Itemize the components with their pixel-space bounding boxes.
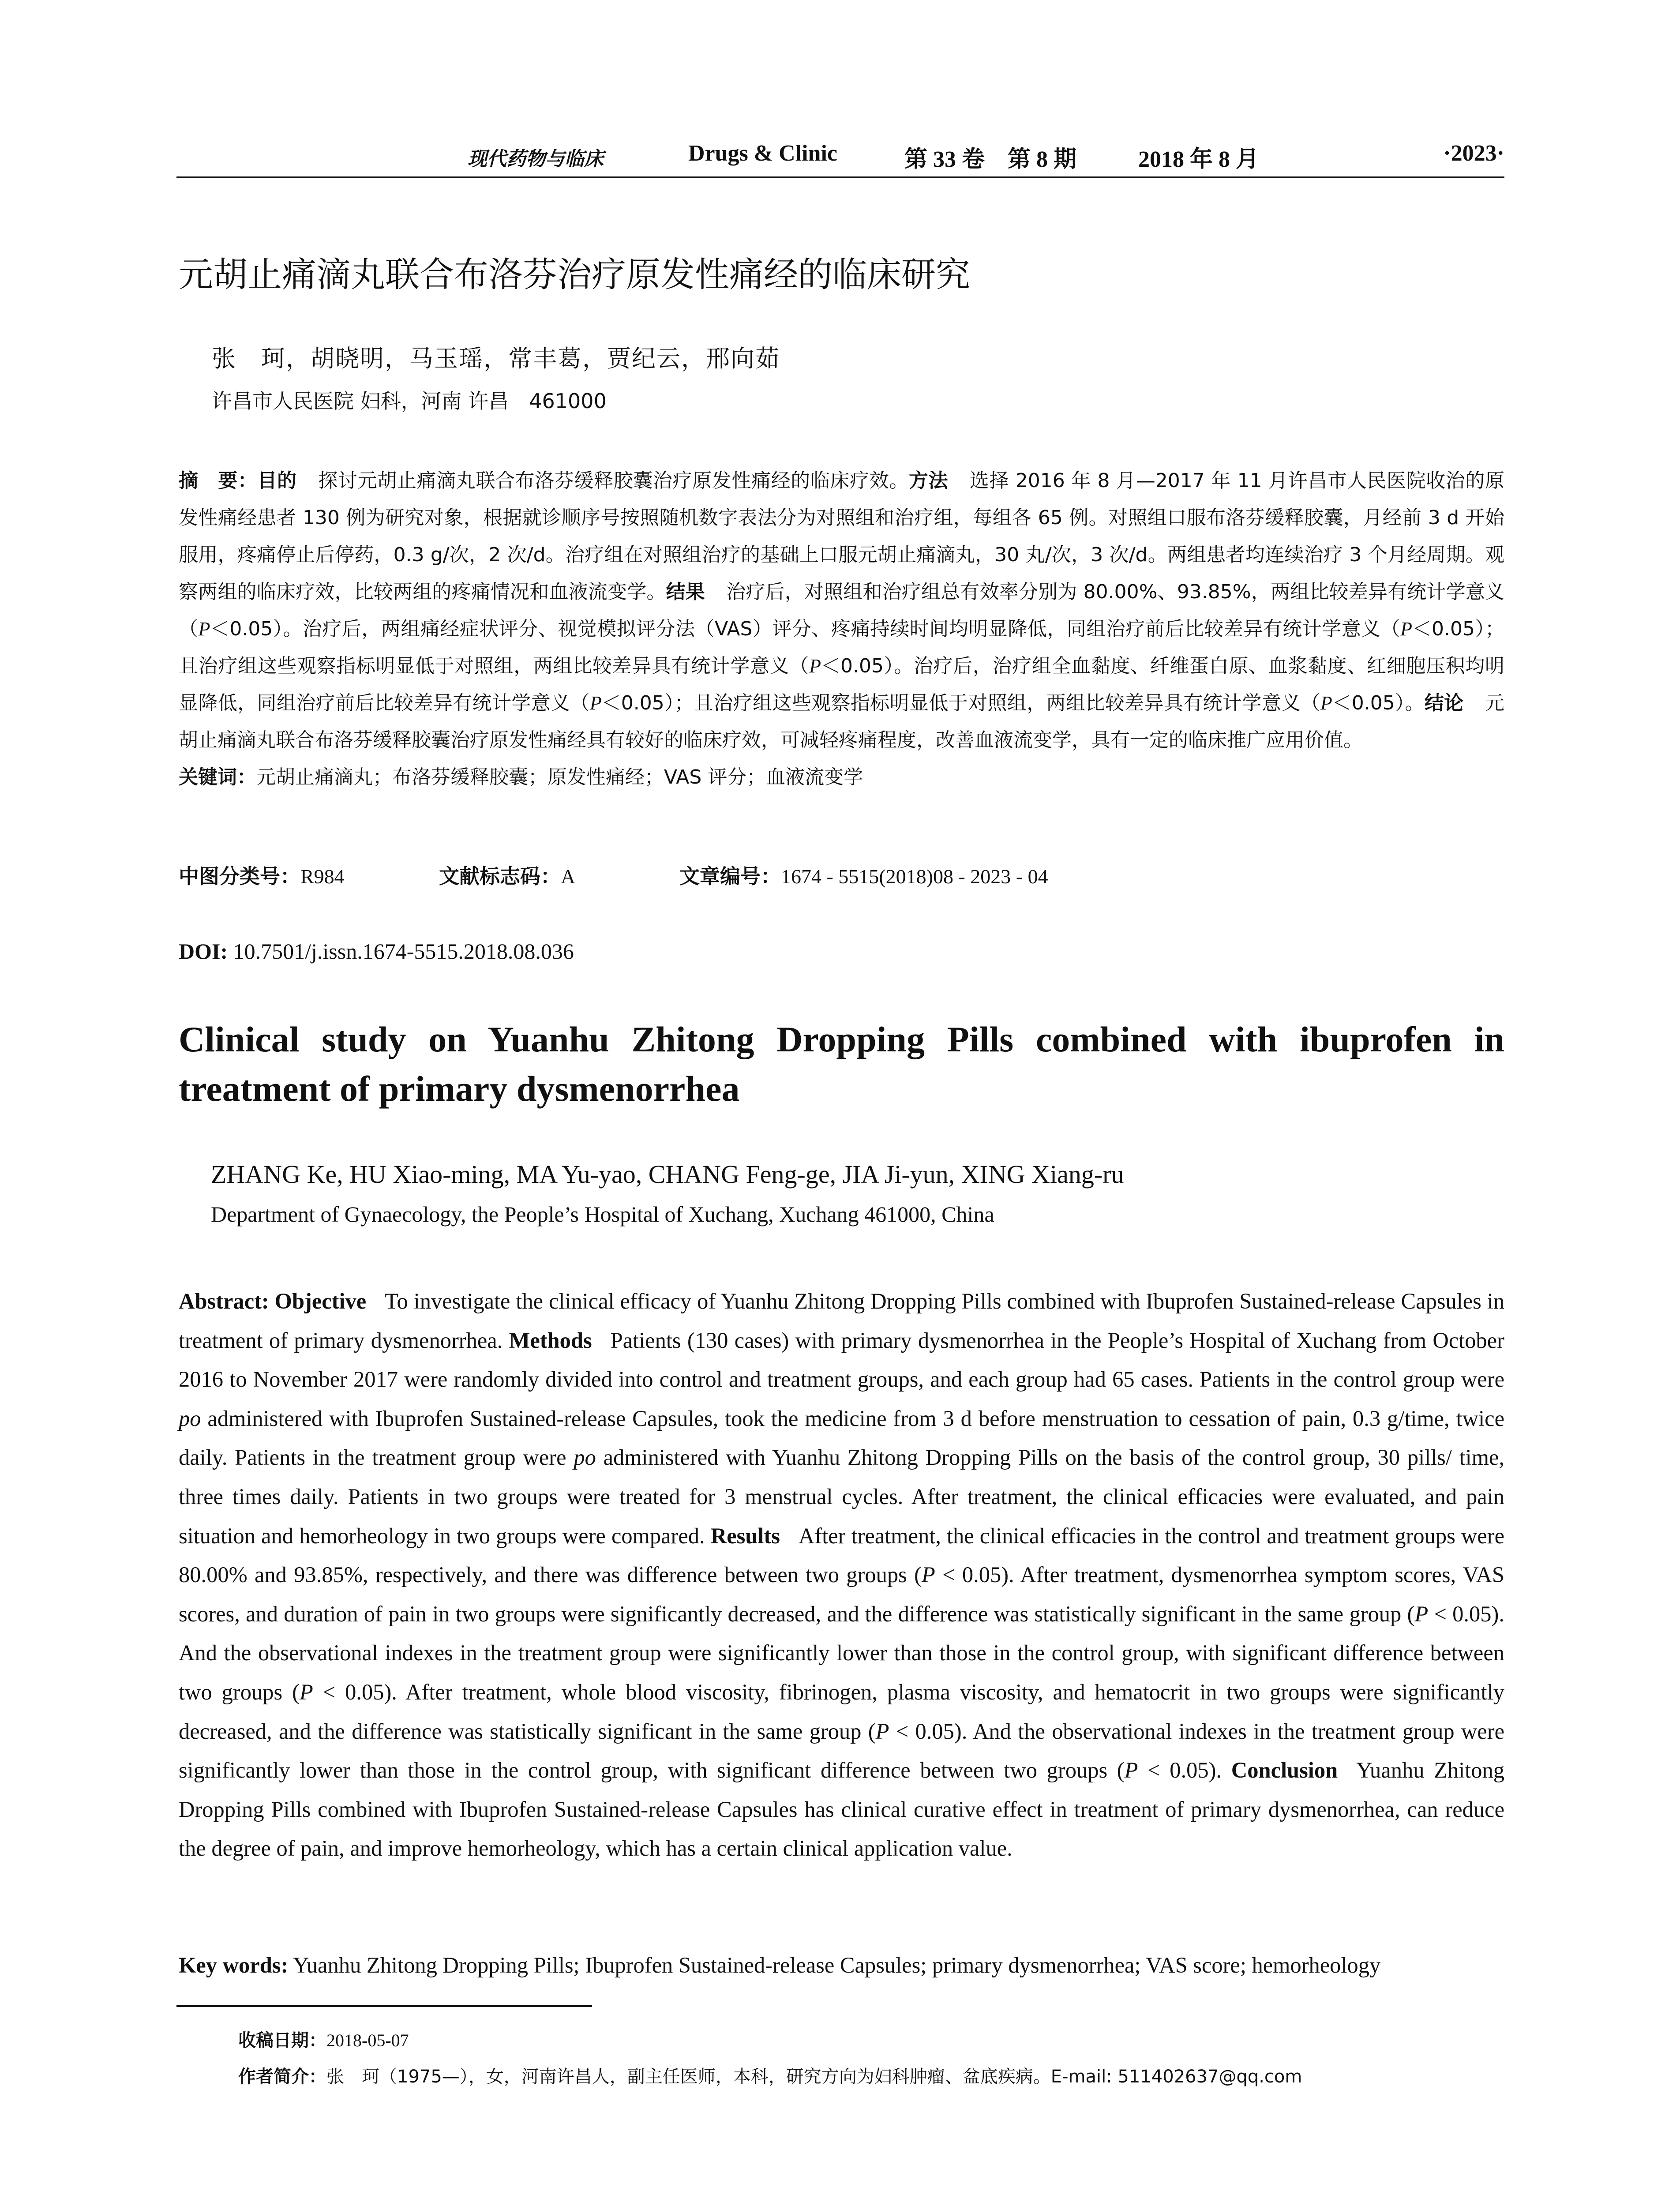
cn-results-3: ＜0.05）；且治疗组这些观察指标明显低于对照组，两组比较差异具有统计学意义（ (179, 618, 1505, 677)
en-conclusion-label: Conclusion (1231, 1758, 1338, 1783)
cn-methods: 选择 2016 年 8 月—2017 年 11 月许昌市人民医院收治的原发性痛经患者 130 例为研究对象，根据就诊顺序号按照随机数字表法分为对照组和治疗组，每组各 65 例。对照组口服布洛芬缓释胶囊，月经前 3 d 开始服用，疼痛停止后停药，0.3 g/次，2 次/d。治疗组在对照组治疗的基础上口服元胡止痛滴丸，30 丸/次，3 次/d。两组患者均连续治疗 3 个月经周期。观察两组的临床疗效，比较两组的疼痛情况和血液流变学。 (179, 469, 1505, 603)
cn-keywords: 元胡止痛滴丸；布洛芬缓释胶囊；原发性痛经；VAS 评分；血液流变学 (256, 766, 863, 788)
cn-p-italic: P (589, 692, 602, 714)
en-keywords: Yuanhu Zhitong Dropping Pills; Ibuprofen Sustained-release Capsules; primary dysmenorrhea; VAS score; hemorheology (293, 1953, 1381, 1977)
author-bio-label: 作者简介： (238, 2067, 326, 2087)
received-label: 收稿日期： (238, 2030, 326, 2051)
en-p-italic: P (299, 1679, 313, 1704)
en-keywords-label: Key words: (179, 1953, 289, 1977)
cn-objective-label: 目的 (257, 469, 297, 492)
cn-results-label: 结果 (666, 581, 705, 603)
running-header (176, 140, 1504, 181)
clc-label: 中图分类号： (179, 864, 300, 888)
en-keywords-line (179, 1952, 1504, 1978)
en-title: Clinical study on Yuanhu Zhitong Dropping Pills combined with ibuprofen in treatment of primary dysmenorrhea (179, 1019, 1504, 1109)
en-authors: ZHANG Ke, HU Xiao-ming, MA Yu-yao, CHANG Feng-ge, JIA Ji-yun, XING Xiang-ru (211, 1160, 1124, 1189)
en-methods-3: administered with Yuanhu Zhitong Dropping Pills on the basis of the control group, 30 pills/ time, three times daily. Patients in two groups were treated for 3 menstrual cycles. After treatment, the clinical efficacies were evaluated, and pain situation and hemorheology in two groups were compared. (179, 1445, 1505, 1548)
en-results-5: < 0.05). And the observational indexes in the treatment group were significantly lower than those in the control group, with significant difference between two groups ( (179, 1718, 1504, 1783)
author-bio: 张 珂（1975—），女，河南许昌人，副主任医师，本科，研究方向为妇科肿瘤、盆底疾病。E-mail: 511402637@qq.com (326, 2067, 1302, 2087)
en-conclusion: Yuanhu Zhitong Dropping Pills combined with Ibuprofen Sustained-release Capsules has clinical curative effect in treatment of primary dysmenorrhea, can reduce the degree of pain, and improve hemorheology, which has a certain clinical application value. (179, 1758, 1505, 1861)
page-number: ·2023· (1443, 141, 1504, 166)
en-p-italic: P (875, 1718, 889, 1744)
cn-results-6: ＜0.05）。 (1332, 692, 1425, 714)
header-rule (176, 176, 1504, 178)
cn-title: 元胡止痛滴丸联合布洛芬治疗原发性痛经的临床研究 (179, 255, 971, 295)
en-affiliation: Department of Gynaecology, the People’s Hospital of Xuchang, Xuchang 461000, China (211, 1202, 994, 1227)
en-p-italic: P (1414, 1601, 1429, 1626)
en-po-italic: po (179, 1406, 201, 1431)
en-results-4: < 0.05). After treatment, whole blood viscosity, fibrinogen, plasma viscosity, and hematocrit in two groups were significantly decreased, and the difference was statistically significant in the same group ( (179, 1679, 1504, 1744)
footnote-received (238, 2026, 409, 2052)
volume-issue: 第 33 卷 第 8 期 (904, 147, 1077, 172)
cn-classification-line (179, 860, 1048, 889)
cn-keywords-label: 关键词： (179, 766, 256, 788)
doc-code-value: A (561, 865, 576, 888)
cn-methods-label: 方法 (909, 469, 949, 492)
cn-conclusion: 元胡止痛滴丸联合布洛芬缓释胶囊治疗原发性痛经具有较好的临床疗效，可减轻疼痛程度，改善血液流变学，具有一定的临床推广应用价值。 (179, 692, 1505, 751)
en-results-3: < 0.05). And the observational indexes in the treatment group were significantly lower than those in the control group, with significant difference between two groups ( (179, 1601, 1504, 1704)
issue-date: 2018 年 8 月 (1138, 147, 1259, 172)
doi-line (179, 938, 574, 964)
article-no-value: 1674 - 5515(2018)08 - 2023 - 04 (781, 865, 1048, 888)
en-abstract-label: Abstract: (179, 1289, 269, 1313)
cn-p-italic: P (1320, 692, 1332, 714)
en-methods-1: Patients (130 cases) with primary dysmenorrhea in the People’s Hospital of Xuchang from October 2016 to November 2017 were randomly divided into control and treatment groups, and each group had 65 cases. Patients in the control group were (179, 1328, 1504, 1392)
cn-authors: 张 珂，胡晓明，马玉瑶，常丰葛，贾纪云，邢向茹 (212, 345, 780, 372)
cn-p-italic: P (809, 655, 821, 677)
cn-conclusion-label: 结论 (1424, 692, 1464, 714)
en-objective: To investigate the clinical efficacy of Yuanhu Zhitong Dropping Pills combined with Ibuprofen Sustained-release Capsules in treatment of primary dysmenorrhea. (179, 1289, 1505, 1353)
cn-results-2: ＜0.05）。治疗后，两组痛经症状评分、视觉模拟评分法（VAS）评分、疼痛持续时间均明显降低，同组治疗前后比较差异有统计学意义（ (210, 618, 1401, 640)
cn-p-italic: P (198, 618, 210, 640)
cn-abstract (179, 462, 1504, 796)
en-results-1: After treatment, the clinical efficacies in the control and treatment groups were 80.00% and 93.85%, respectively, and there was difference between two groups ( (179, 1523, 1505, 1587)
cn-abstract-label: 摘 要： (179, 469, 258, 492)
journal-name-en: Drugs & Clinic (688, 141, 837, 166)
cn-p-italic: P (1400, 618, 1413, 640)
article-no-label: 文章编号： (679, 864, 781, 888)
cn-results-5: ＜0.05）；且治疗组这些观察指标明显低于对照组，两组比较差异具有统计学意义（ (601, 692, 1320, 714)
cn-results-1: 治疗后，对照组和治疗组总有效率分别为 80.00%、93.85%，两组比较差异有统计学意义（ (179, 581, 1505, 640)
en-results-6: < 0.05). (1138, 1758, 1222, 1783)
en-methods-label: Methods (509, 1328, 592, 1353)
en-abstract (179, 1282, 1504, 1868)
footnote-author (238, 2063, 1302, 2088)
en-methods-2: administered with Ibuprofen Sustained-release Capsules, took the medicine from 3 d before menstruation to cessation of pain, 0.3 g/time, twice daily. Patients in the treatment group were (179, 1406, 1504, 1470)
doi-label: DOI: (179, 939, 228, 964)
cn-objective: 探讨元胡止痛滴丸联合布洛芬缓释胶囊治疗原发性痛经的临床疗效。 (318, 469, 909, 492)
doi-value[interactable]: 10.7501/j.issn.1674-5515.2018.08.036 (233, 939, 574, 964)
cn-affiliation: 许昌市人民医院 妇科，河南 许昌 461000 (212, 389, 607, 413)
clc-value: R984 (300, 865, 345, 888)
en-p-italic: P (921, 1562, 935, 1587)
en-p-italic: P (1124, 1758, 1138, 1783)
received-date: 2018-05-07 (326, 2030, 409, 2050)
en-objective-label: Objective (274, 1289, 367, 1313)
doc-code-label: 文献标志码： (439, 864, 561, 888)
en-results-label: Results (710, 1523, 780, 1548)
cn-results-4: ＜0.05）。治疗后，治疗组全血黏度、纤维蛋白原、血浆黏度、红细胞压积均明显降低，同组治疗前后比较差异有统计学意义（ (179, 655, 1505, 714)
en-results-2: < 0.05). After treatment, dysmenorrhea symptom scores, VAS scores, and duration of pain in two groups were significantly decreased, and the difference was statistically significant in the same group ( (179, 1562, 1504, 1626)
journal-name-cn: 现代药物与临床 (468, 148, 604, 170)
footnote-rule (176, 2005, 592, 2007)
en-po-italic: po (574, 1445, 596, 1470)
